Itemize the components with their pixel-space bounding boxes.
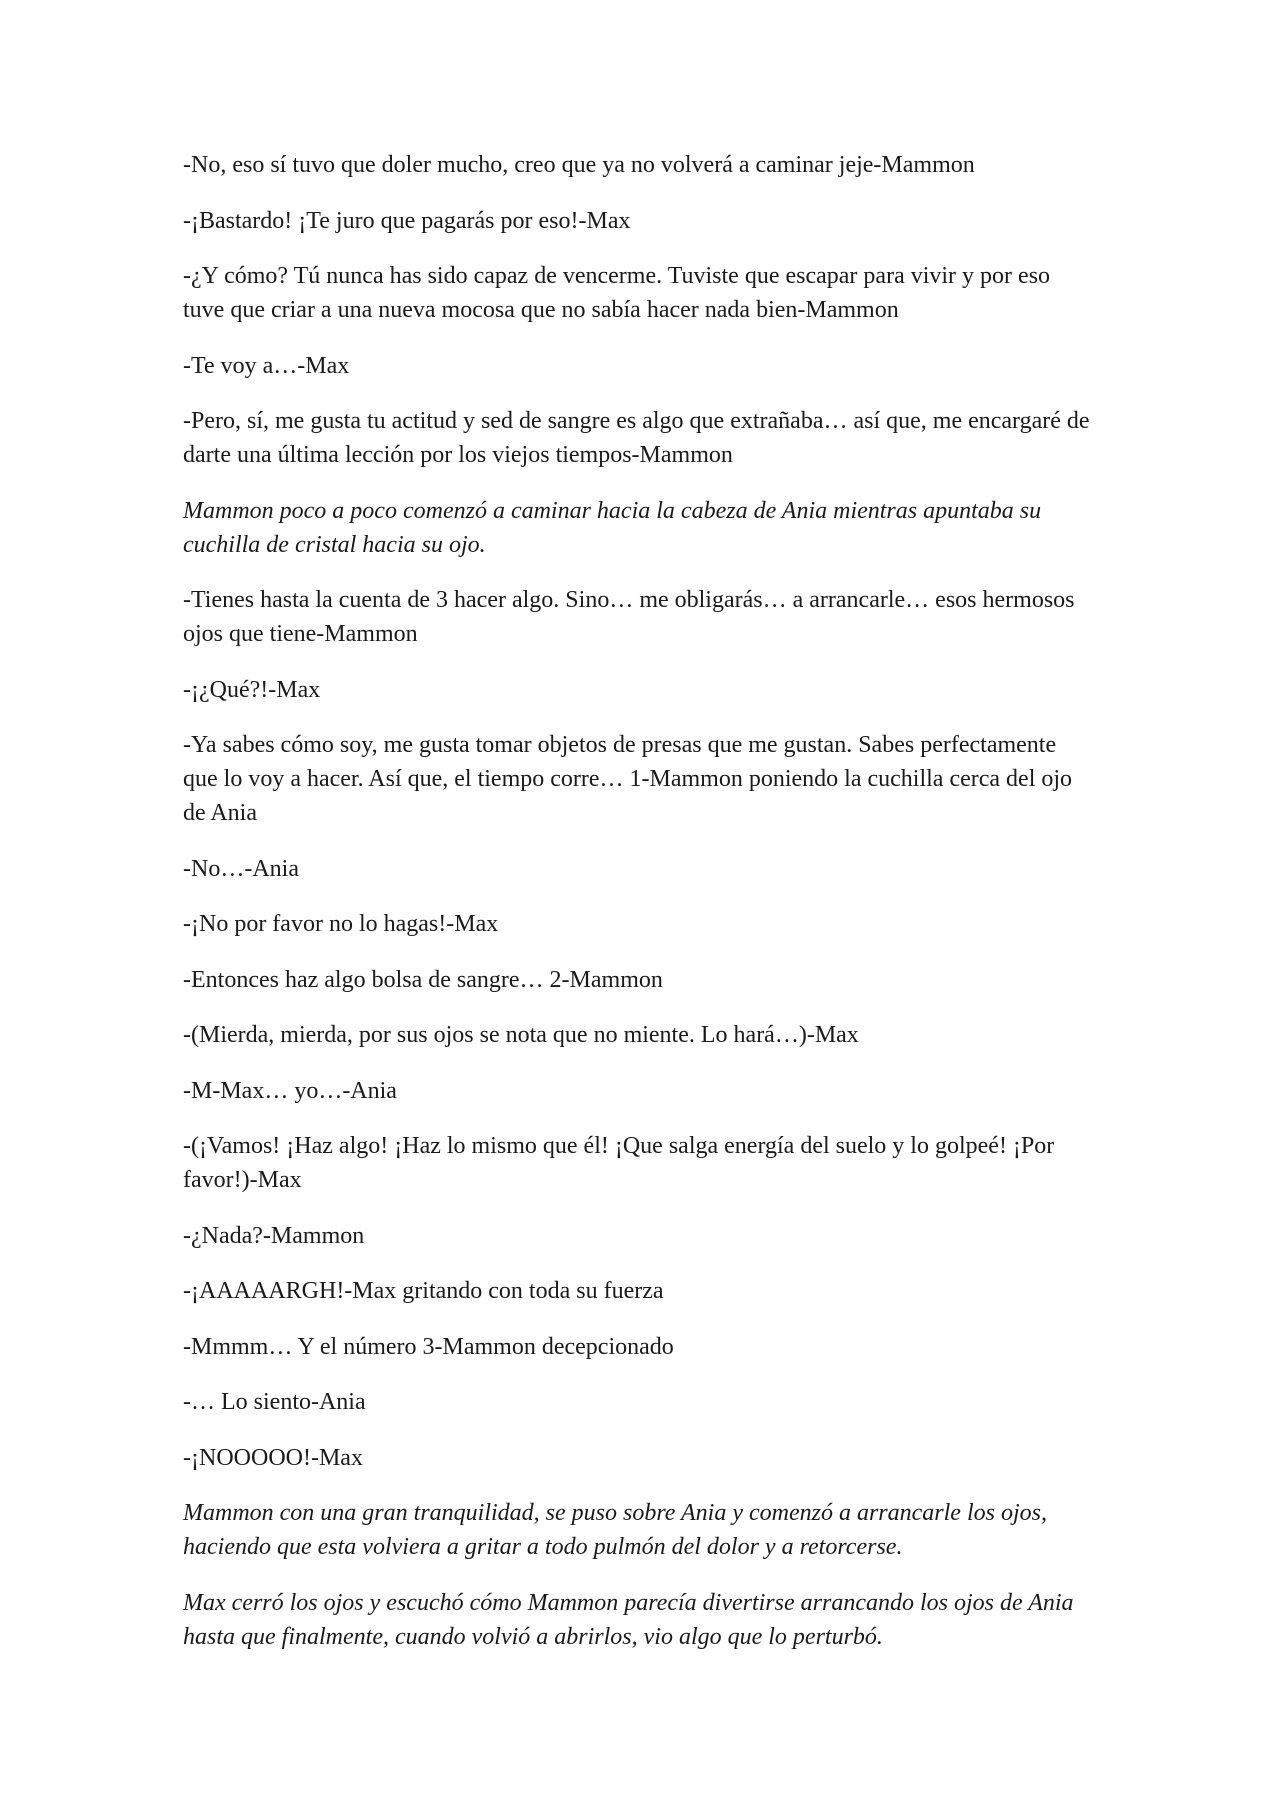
- paragraph: -Mmmm… Y el número 3-Mammon decepcionado: [183, 1333, 674, 1360]
- paragraph: -No…-Ania: [183, 855, 299, 882]
- paragraph: -Pero, sí, me gusta tu actitud y sed de sangre es algo que extrañaba… así que, me encargaré de darte una última lección por los viejos tiempos-Mammon: [183, 408, 1090, 468]
- paragraph: Mammon con una gran tranquilidad, se puso sobre Ania y comenzó a arrancarle los ojos, haciendo que esta volviera a gritar a todo pulmón del dolor y a retorcerse.: [183, 1500, 1047, 1560]
- paragraph: -¿Y cómo? Tú nunca has sido capaz de vencerme. Tuviste que escapar para vivir y por eso tuve que criar a una nueva mocosa que no sabía hacer nada bien-Mammon: [183, 263, 1051, 323]
- paragraph: Mammon poco a poco comenzó a caminar hacia la cabeza de Ania mientras apuntaba su cuchilla de cristal hacia su ojo.: [183, 497, 1042, 558]
- paragraph: -¿Nada?-Mammon: [183, 1222, 365, 1249]
- paragraph: -Tienes hasta la cuenta de 3 hacer algo. Sino… me obligarás… a arrancarle… esos hermosos ojos que tiene-Mammon: [183, 587, 1075, 647]
- paragraph: -¡Bastardo! ¡Te juro que pagarás por eso!-Max: [183, 207, 631, 234]
- paragraph: -¡NOOOOO!-Max: [183, 1444, 363, 1471]
- paragraph: -¡¿Qué?!-Max: [183, 676, 321, 703]
- document-body: [183, 148, 1093, 1675]
- paragraph: -Entonces haz algo bolsa de sangre… 2-Mammon: [183, 966, 663, 993]
- paragraph: Max cerró los ojos y escuchó cómo Mammon parecía divertirse arrancando los ojos de Ania hasta que finalmente, cuando volvió a abrirlos, vio algo que lo perturbó.: [183, 1589, 1074, 1650]
- paragraph: -… Lo siento-Ania: [183, 1389, 366, 1415]
- paragraph: -¡No por favor no lo hagas!-Max: [183, 911, 499, 937]
- paragraph: -M-Max… yo…-Ania: [183, 1077, 397, 1104]
- paragraph: -Te voy a…-Max: [183, 352, 350, 379]
- paragraph: -Ya sabes cómo soy, me gusta tomar objetos de presas que me gustan. Sabes perfectamente que lo voy a hacer. Así que, el tiempo corre… 1-Mammon poniendo la cuchilla cerca del ojo de Ania: [183, 732, 1073, 826]
- paragraph: -(Mierda, mierda, por sus ojos se nota que no miente. Lo hará…)-Max: [183, 1022, 859, 1048]
- paragraph: -(¡Vamos! ¡Haz algo! ¡Haz lo mismo que él! ¡Que salga energía del suelo y lo golpeé! ¡Por favor!)-Max: [183, 1133, 1055, 1193]
- paragraph: -¡AAAAARGH!-Max gritando con toda su fuerza: [183, 1278, 664, 1304]
- paragraph: -No, eso sí tuvo que doler mucho, creo que ya no volverá a caminar jeje-Mammon: [183, 152, 975, 178]
